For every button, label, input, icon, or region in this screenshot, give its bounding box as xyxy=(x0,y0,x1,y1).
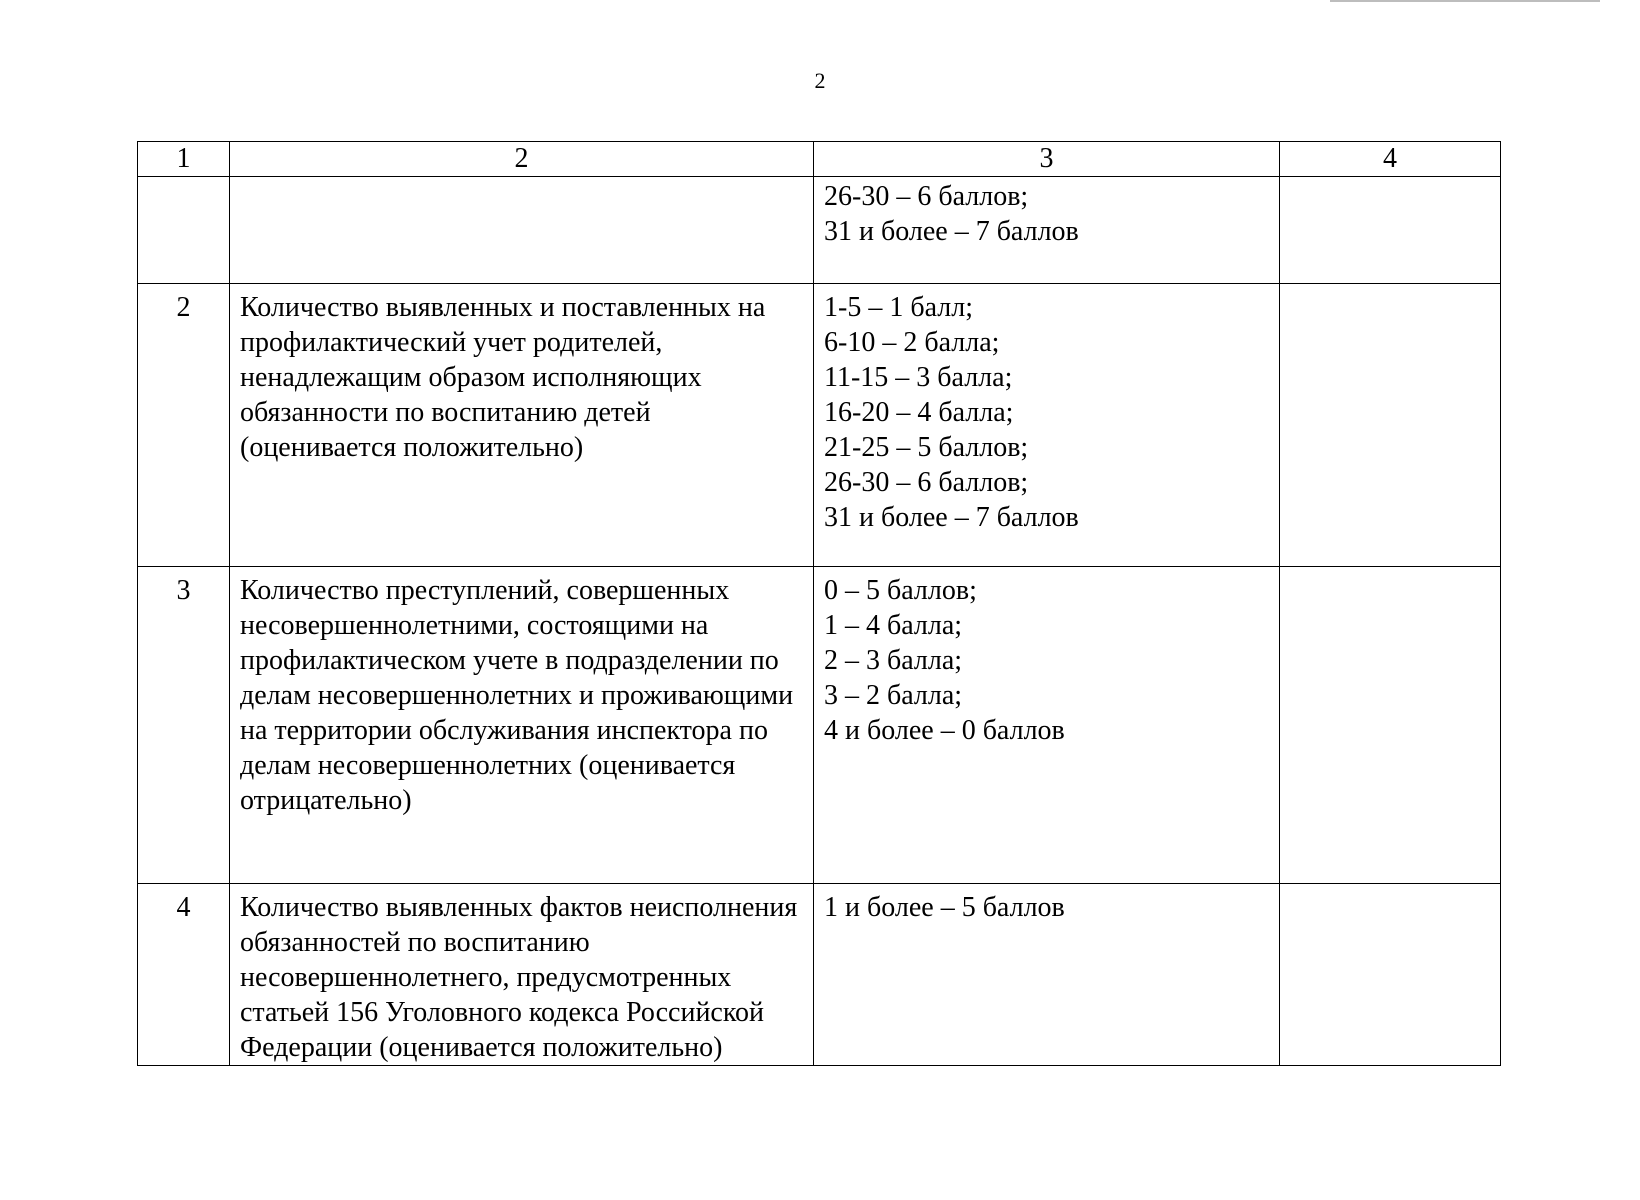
score-line: 4 и более – 0 баллов xyxy=(824,715,1065,746)
score-cell xyxy=(814,284,1280,567)
description-cell: Количество выявленных и поставленных на профилактический учет родителей, ненадлежащим образом исполняющих обязанности по воспитанию детей (оценивается положительно) xyxy=(230,284,814,567)
value-cell xyxy=(1280,884,1501,1066)
score-line: 1 и более – 5 баллов xyxy=(824,892,1065,923)
number-cell: 4 xyxy=(138,884,230,1066)
table-row-continuation xyxy=(138,177,1501,284)
score-cell xyxy=(814,884,1280,1066)
table-row xyxy=(138,884,1501,1066)
score-line: 1 – 4 балла; xyxy=(824,610,963,641)
number-cell: 3 xyxy=(138,567,230,884)
description-cell: Количество преступлений, совершенных несовершеннолетними, состоящими на профилактическом учете в подразделении по делам несовершеннолетних и проживающими на территории обслуживания инспектора по делам несовершеннолетних (оценивается отрицательно) xyxy=(230,567,814,884)
table-header-row xyxy=(138,142,1501,177)
description-cell: Количество выявленных фактов неисполнения обязанностей по воспитанию несовершеннолетнего, предусмотренных статьей 156 Уголовного кодекса Российской Федерации (оценивается положительно) xyxy=(230,884,814,1066)
header-cell-4: 4 xyxy=(1280,142,1501,177)
score-line: 31 и более – 7 баллов xyxy=(824,502,1079,533)
score-line: 11-15 – 3 балла; xyxy=(824,362,1013,393)
header-cell-1: 1 xyxy=(138,142,230,177)
score-line: 2 – 3 балла; xyxy=(824,645,963,676)
number-cell: 2 xyxy=(138,284,230,567)
number-cell xyxy=(138,177,230,284)
header-cell-3: 3 xyxy=(814,142,1280,177)
score-line: 26-30 – 6 баллов; xyxy=(824,467,1029,498)
score-line: 21-25 – 5 баллов; xyxy=(824,432,1029,463)
criteria-table xyxy=(137,141,1501,1066)
table-row xyxy=(138,284,1501,567)
score-line: 1-5 – 1 балл; xyxy=(824,292,973,323)
criteria-table-container xyxy=(137,141,1500,1066)
header-cell-2: 2 xyxy=(230,142,814,177)
page-number: 2 xyxy=(814,68,826,93)
scan-artifact xyxy=(1330,0,1600,2)
score-cell xyxy=(814,567,1280,884)
description-cell xyxy=(230,177,814,284)
value-cell xyxy=(1280,284,1501,567)
score-line: 31 и более – 7 баллов xyxy=(824,216,1079,247)
score-line: 6-10 – 2 балла; xyxy=(824,327,1000,358)
table-row xyxy=(138,567,1501,884)
value-cell xyxy=(1280,567,1501,884)
score-line: 3 – 2 балла; xyxy=(824,680,963,711)
score-line: 0 – 5 баллов; xyxy=(824,575,977,606)
score-line: 26-30 – 6 баллов; xyxy=(824,181,1029,212)
value-cell xyxy=(1280,177,1501,284)
score-line: 16-20 – 4 балла; xyxy=(824,397,1014,428)
score-cell xyxy=(814,177,1280,284)
